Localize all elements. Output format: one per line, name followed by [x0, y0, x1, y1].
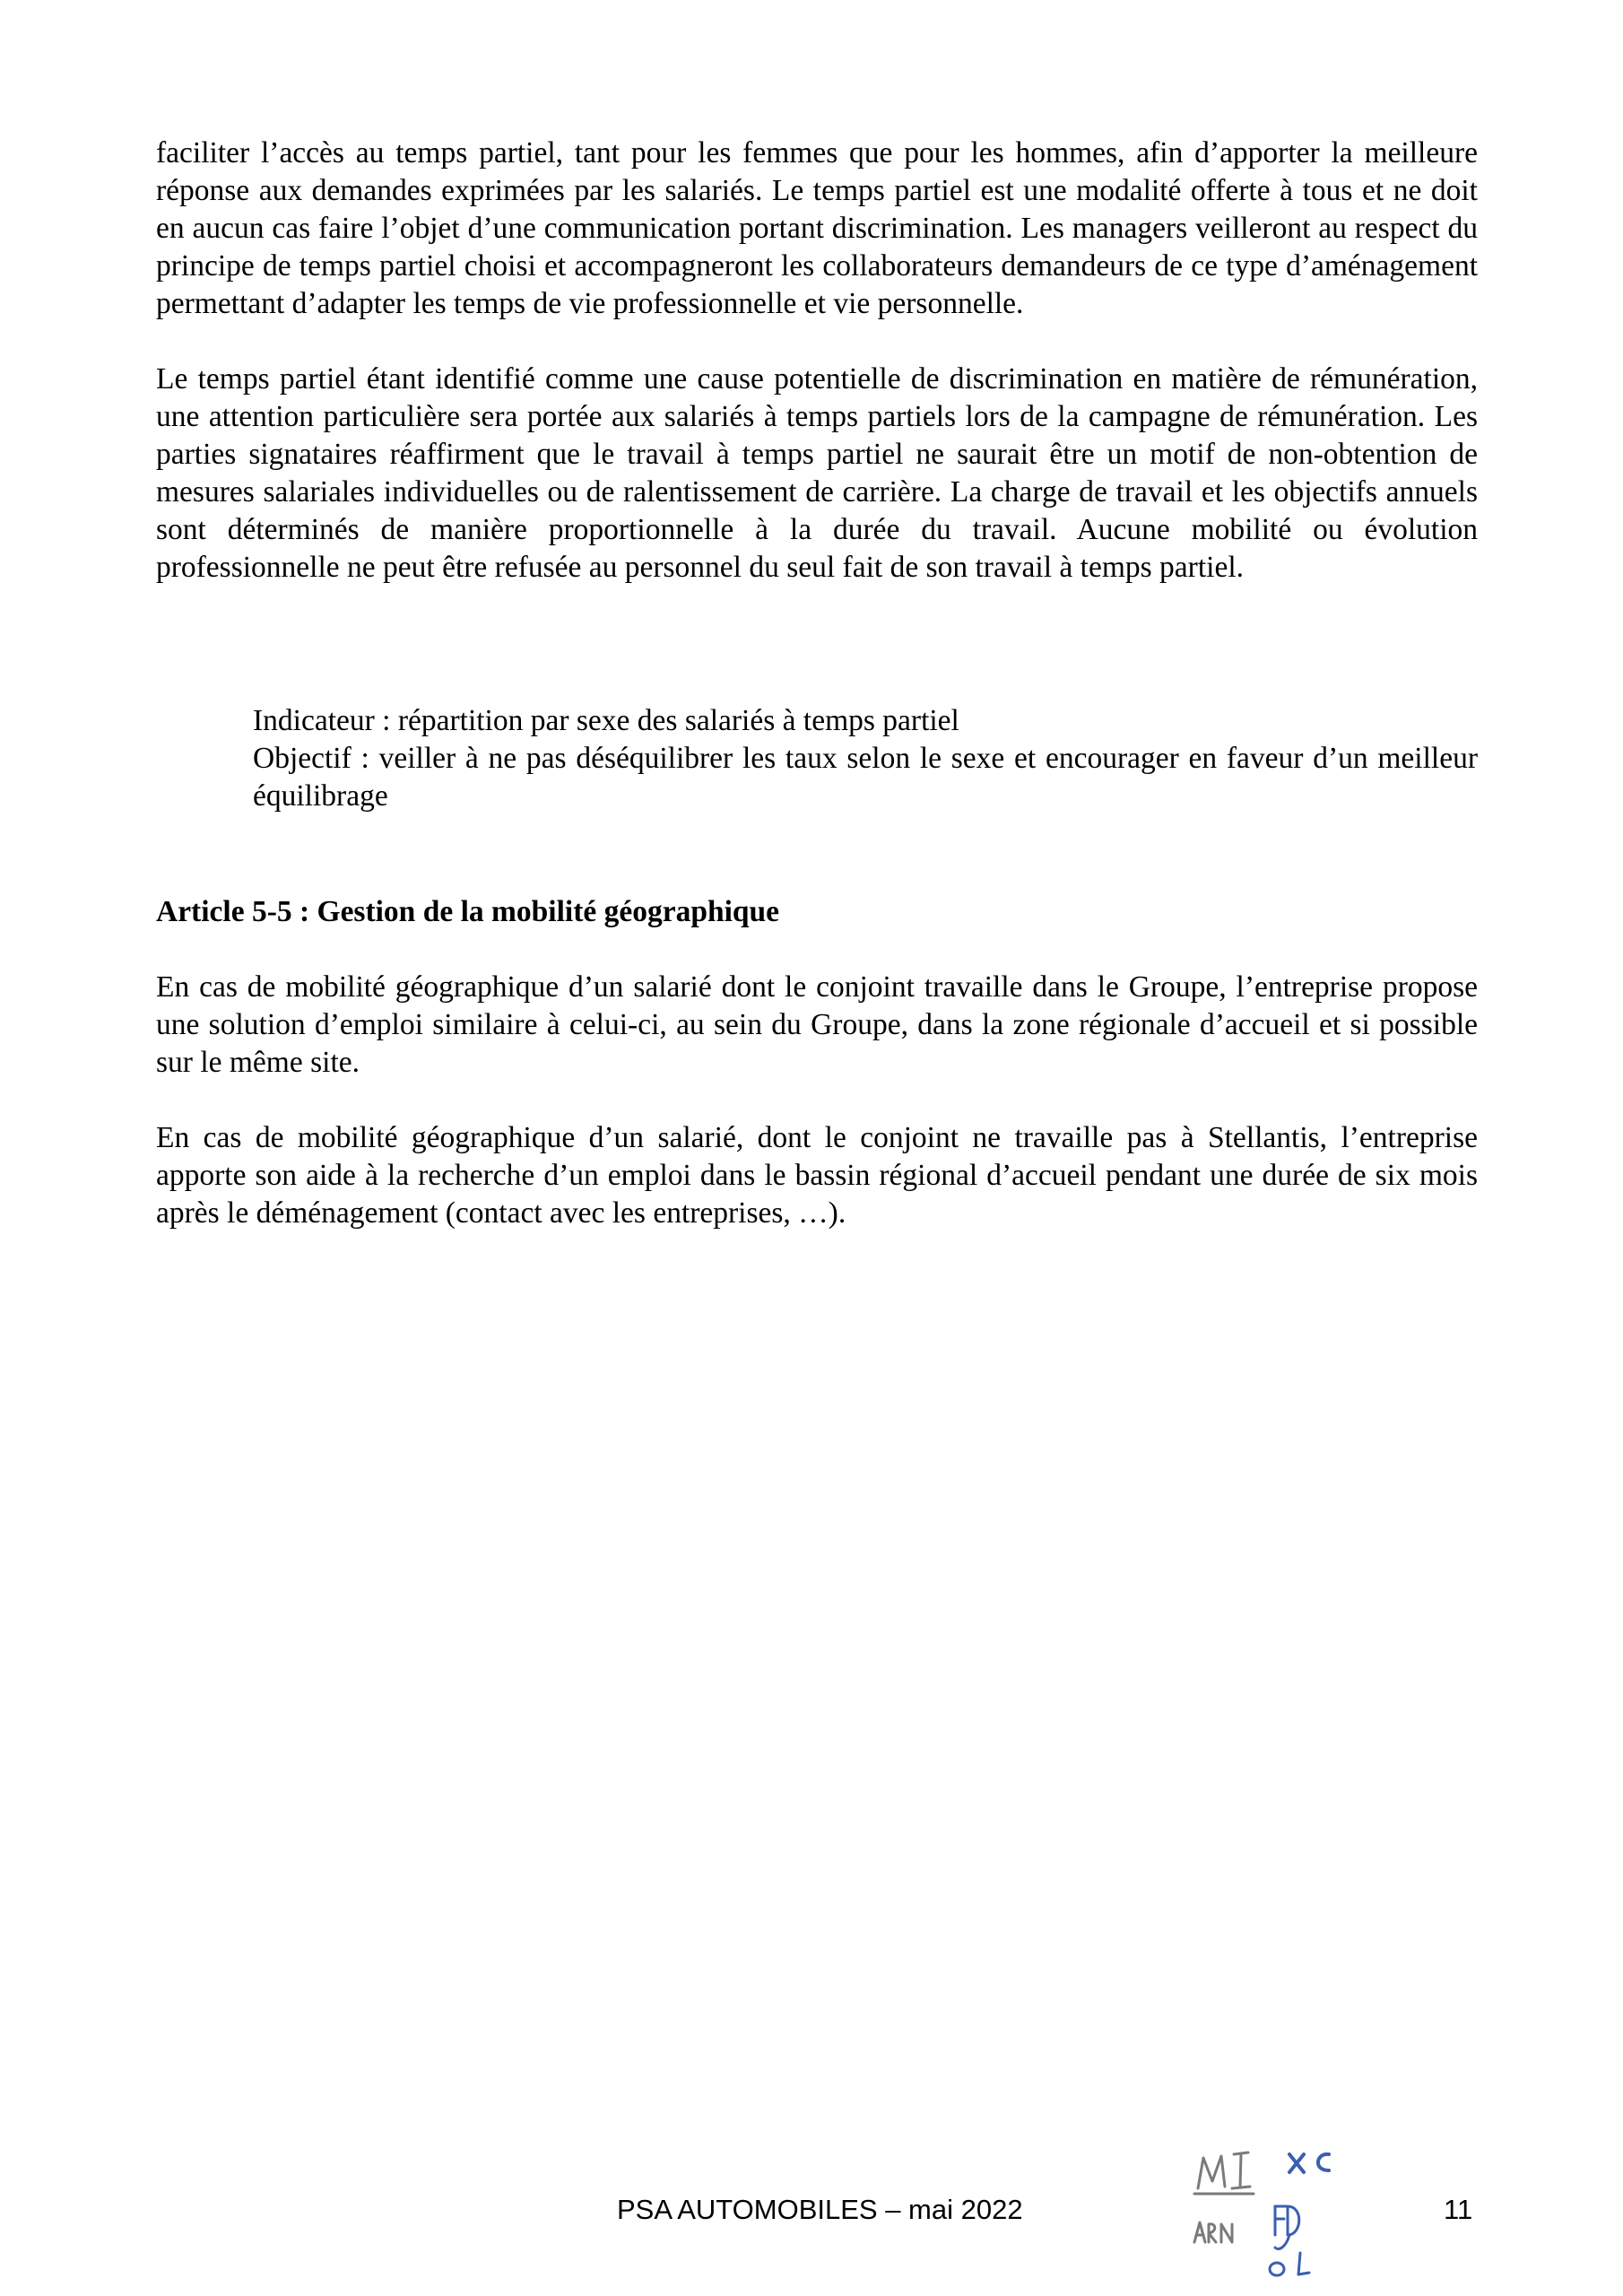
- objective-line: Objectif : veiller à ne pas déséquilibrer les taux selon le sexe et encourager en faveur d’un meilleur équilibrage: [253, 742, 1478, 813]
- paragraph-part-time-access: faciliter l’accès au temps partiel, tant pour les femmes que pour les hommes, afin d’apporter la meilleure réponse aux demandes exprimées par les salariés. Le temps partiel est une modalité offerte à tous et ne doit en aucun cas faire l’objet d’une communication portant discrimination. Les managers veilleront au respect du principe de temps partiel choisi et accompagneront les collaborateurs demandeurs de ce type d’aménagement permettant d’adapter les temps de vie professionnelle et vie personnelle.: [156, 136, 1478, 320]
- page-number: 11: [1444, 2194, 1473, 2225]
- paragraph-part-time-remuneration: Le temps partiel étant identifié comme une cause potentielle de discrimination en matière de rémunération, une attention particulière sera portée aux salariés à temps partiels lors de la campagne de rémunération. Les parties signataires réaffirment que le travail à temps partiel ne saurait être un motif de non-obtention de mesures salariales individuelles ou de ralentissement de carrière. La charge de travail et les objectifs annuels sont déterminés de manière proportionnelle à la durée du travail. Aucune mobilité ou évolution professionnelle ne peut être refusée au personnel du seul fait de son travail à temps partiel.: [156, 362, 1478, 584]
- indicator-block: [253, 702, 1478, 815]
- footer-company-date: PSA AUTOMOBILES – mai 2022: [617, 2194, 1023, 2225]
- indicator-line: Indicateur : répartition par sexe des salariés à temps partiel: [253, 704, 959, 737]
- article-heading: Article 5-5 : Gestion de la mobilité géographique: [156, 895, 780, 928]
- paragraph-mobility-group-spouse: En cas de mobilité géographique d’un salarié dont le conjoint travaille dans le Groupe, l’entreprise propose une solution d’emploi similaire à celui-ci, au sein du Groupe, dans la zone régionale d’accueil et si possible sur le même site.: [156, 970, 1478, 1079]
- paragraph-mobility-external-spouse: En cas de mobilité géographique d’un salarié, dont le conjoint ne travaille pas à Stellantis, l’entreprise apporte son aide à la recherche d’un emploi dans le bassin régional d’accueil pendant une durée de six mois après le déménagement (contact avec les entreprises, …).: [156, 1121, 1478, 1230]
- handwritten-initials: [1191, 2142, 1367, 2285]
